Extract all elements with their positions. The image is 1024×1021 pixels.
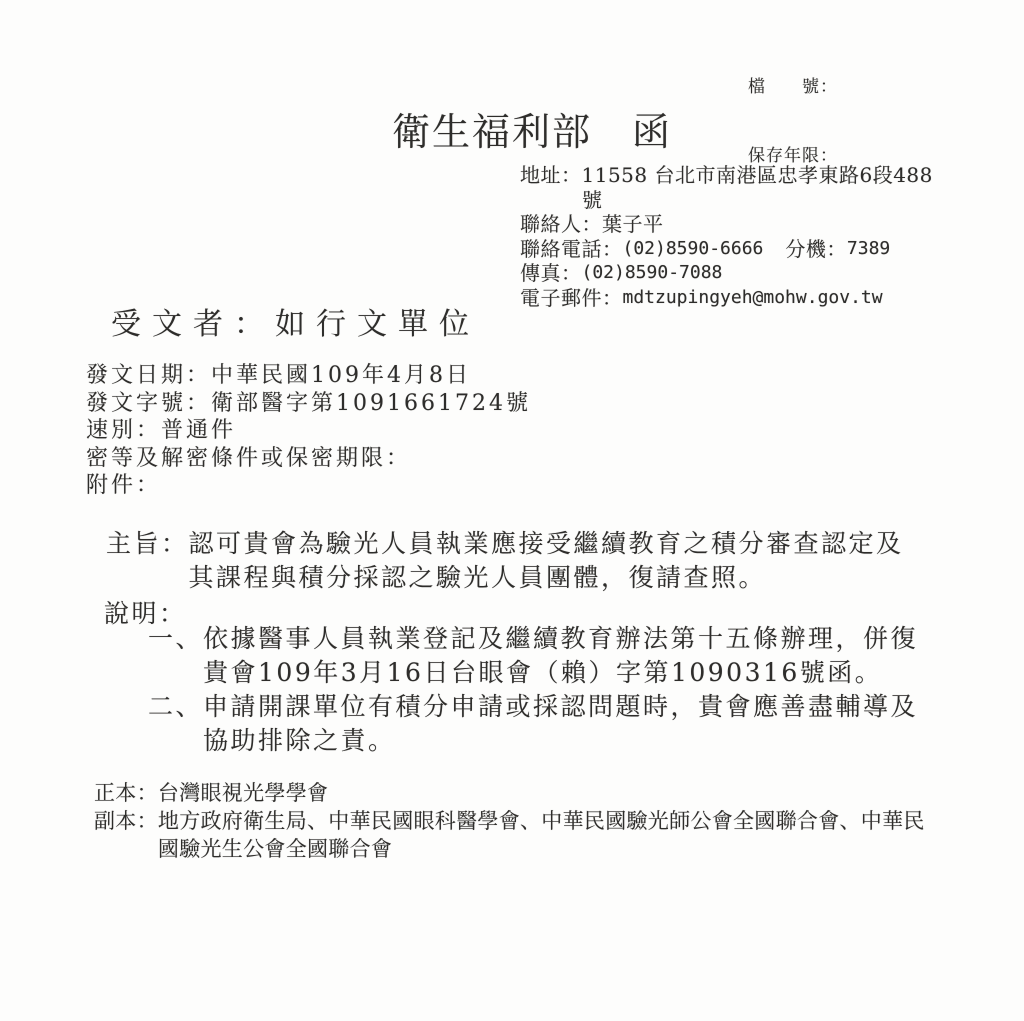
item-1-number: 一、	[148, 624, 204, 653]
attachment-line: 附件：	[86, 473, 162, 498]
sender-info-block	[520, 163, 933, 310]
email-value: mdtzupingyeh@mohw.gov.tw	[622, 286, 883, 308]
original-recipient-line	[94, 779, 940, 807]
subject-text: 認可貴會為驗光人員執業應接受繼續教育之積分審查認定及其課程與積分採認之驗光人員團體，復請查照。	[188, 529, 904, 592]
speed-class-line: 速別：普通件	[86, 418, 237, 443]
sender-contact-line	[520, 212, 933, 237]
phone-value: (02)8590-6666	[622, 237, 764, 259]
address-label: 地址：	[520, 163, 582, 187]
issue-date-line: 發文日期：中華民國109年4月8日	[86, 363, 471, 388]
extension-value: 7389	[846, 237, 891, 259]
item-2-text: 申請開課單位有積分申請或採認問題時，貴會應善盡輔導及協助排除之責。	[203, 692, 919, 755]
fax-value: (02)8590-7088	[581, 262, 723, 283]
phone-label: 聯絡電話：	[520, 236, 623, 261]
copy-label: 副本：	[94, 809, 158, 833]
original-label: 正本：	[94, 781, 158, 805]
doc-number-line: 發文字號：衛部醫字第1091661724號	[86, 390, 531, 416]
item-1-text: 依據醫事人員執業登記及繼續教育辦法第十五條辦理，併復貴會109年3月16日台眼會（賴）字第1090316號函。	[203, 624, 919, 687]
contact-value: 葉子平	[602, 212, 664, 236]
contact-label: 聯絡人：	[520, 212, 602, 236]
explanation-item-2	[148, 690, 929, 758]
address-value: 11558 台北市南港區忠孝東路6段488	[581, 163, 933, 187]
subject-label: 主旨：	[106, 529, 189, 558]
sender-address-line	[520, 163, 933, 188]
copy-value: 地方政府衛生局、中華民國眼科醫學會、中華民國驗光師公會全國聯合會、中華民國驗光生公會全國聯合會	[157, 809, 925, 861]
email-label: 電子郵件：	[520, 285, 623, 310]
sender-fax-line	[520, 261, 933, 286]
retention-period-label: 保存年限：	[748, 146, 838, 166]
document-title: 衛生福利部 函	[391, 110, 672, 154]
original-value: 台灣眼視光學學會	[157, 781, 329, 805]
document-meta-block	[86, 362, 531, 500]
copy-recipient-line	[94, 807, 940, 863]
recipient-line: 受文者：如行文單位	[111, 307, 480, 342]
distribution-block	[94, 779, 940, 863]
security-class-line: 密等及解密條件或保密期限：	[86, 445, 412, 471]
extension-label: 分機：	[785, 236, 847, 261]
fax-label: 傳真：	[520, 261, 582, 285]
explanation-label: 說明：	[104, 599, 187, 628]
sender-email-line	[520, 286, 933, 311]
explanation-item-1	[148, 622, 929, 690]
subject-section	[106, 527, 915, 595]
item-2-number: 二、	[148, 692, 204, 721]
sender-address-continuation: 號	[582, 187, 603, 212]
file-number-label: 檔 號：	[748, 77, 838, 97]
sender-phone-line	[520, 237, 933, 262]
